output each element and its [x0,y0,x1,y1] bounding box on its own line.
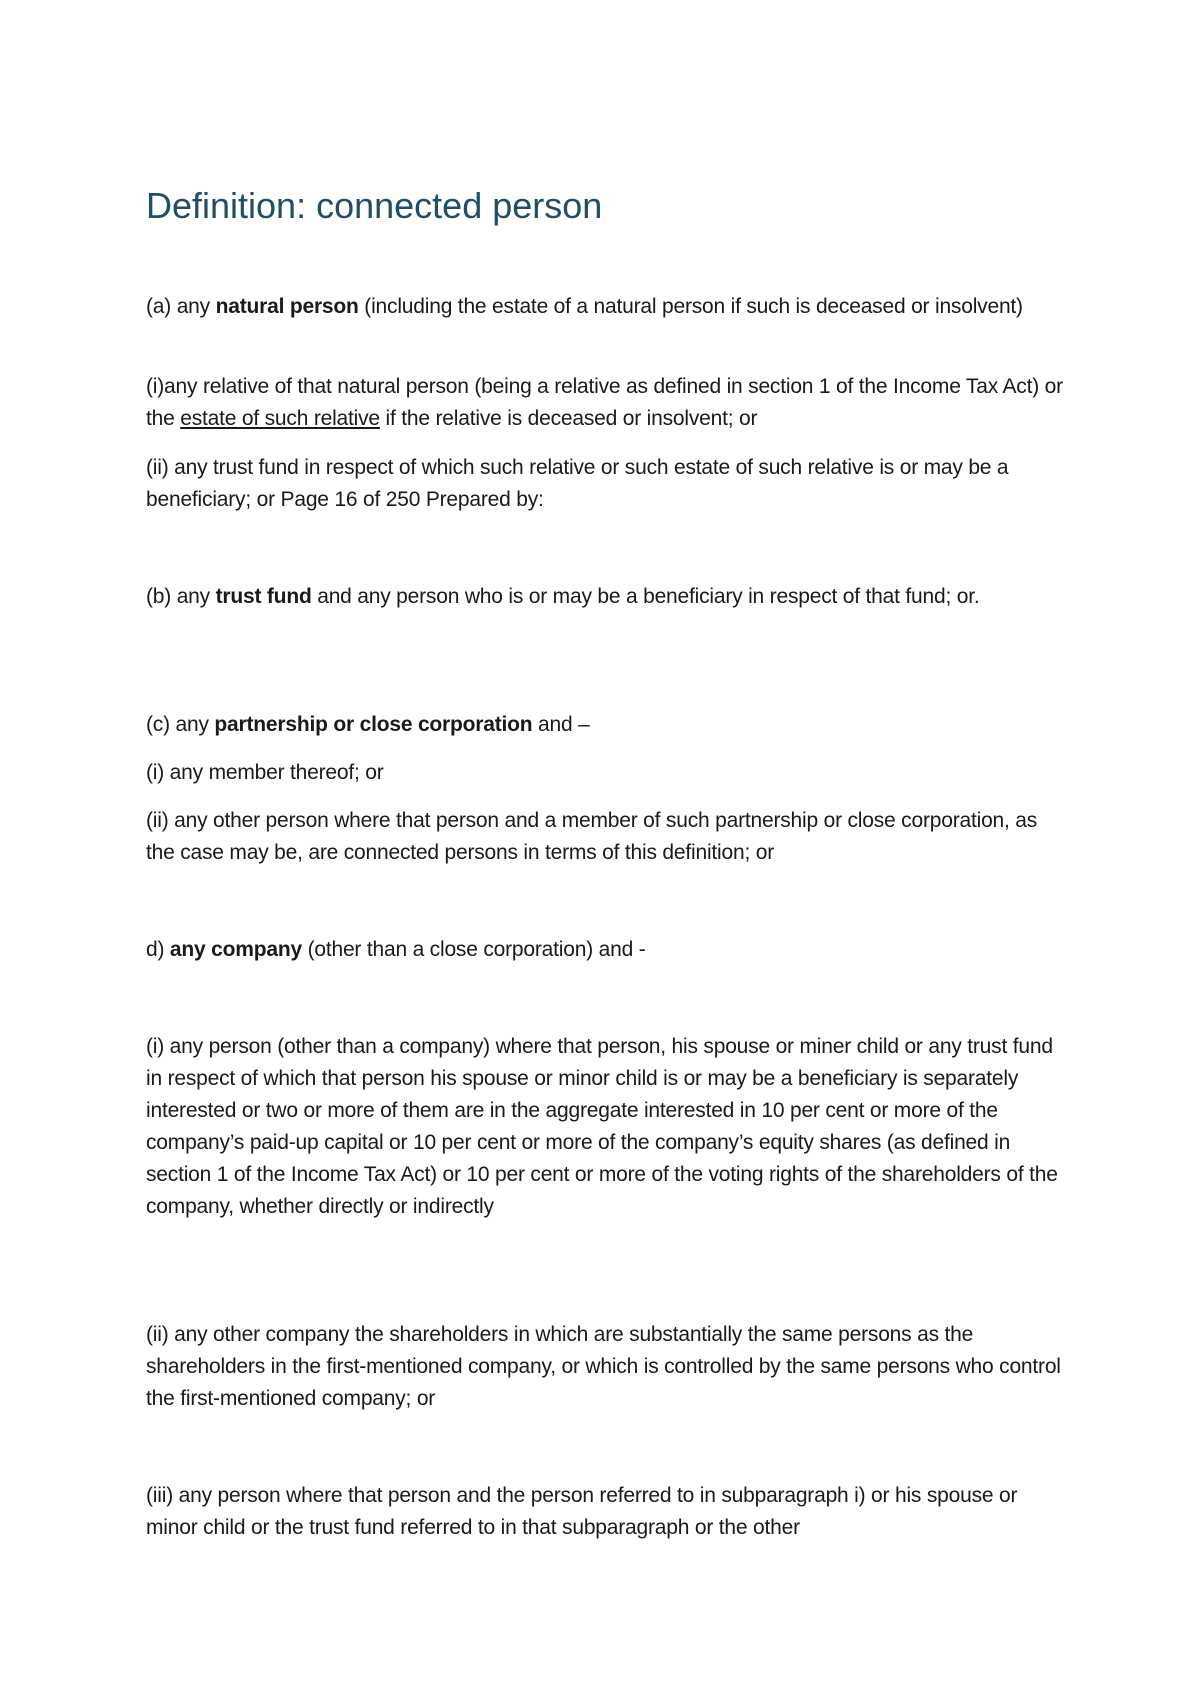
paragraph-a-i [146,371,1066,435]
paragraph-a-i-suffix: if the relative is deceased or insolvent; or [379,407,758,430]
paragraph-c-i: (i) any member thereof; or [146,761,384,784]
page-title: Definition: connected person [146,185,603,226]
paragraph-d [146,934,1066,966]
paragraph-a-suffix: (including the estate of a natural person if such is deceased or insolvent) [358,295,1023,318]
paragraph-c-term: partnership or close corporation [214,713,533,736]
paragraph-c-prefix: (c) any [146,713,215,736]
paragraph-d-prefix: d) [146,938,170,961]
paragraph-a-ii: (ii) any trust fund in respect of which such relative or such estate of such relative is or may be a beneficiary; or Page 16 of 250 Prepared by: [146,456,1009,511]
paragraph-c [146,709,1066,741]
paragraph-a-term: natural person [215,295,359,318]
paragraph-a-i-underlined: estate of such relative [180,407,380,430]
paragraph-d-ii: (ii) any other company the shareholders in which are substantially the same persons as the shareholders in the first-mentioned company, or which is controlled by the same persons who control the first-mentioned company; or [146,1323,1061,1410]
paragraph-c-suffix: and – [532,713,590,736]
paragraph-b-suffix: and any person who is or may be a beneficiary in respect of that fund; or. [311,585,980,608]
paragraph-b-term: trust fund [215,585,312,608]
paragraph-d-suffix: (other than a close corporation) and - [301,938,646,961]
paragraph-d-i: (i) any person (other than a company) where that person, his spouse or miner child or any trust fund in respect of which that person his spouse or minor child is or may be a beneficiary is separately interested or two or more of them are in the aggregate interested in 10 per cent or more of the company’s paid-up capital or 10 per cent or more of the company’s equity shares (as defined in section 1 of the Income Tax Act) or 10 per cent or more of the voting rights of the shareholders of the company, whether directly or indirectly [146,1035,1058,1218]
paragraph-b [146,581,1066,613]
paragraph-a-prefix: (a) any [146,295,216,318]
paragraph-d-iii: (iii) any person where that person and the person referred to in subparagraph i) or his spouse or minor child or the trust fund referred to in that subparagraph or the other [146,1484,1018,1539]
paragraph-c-ii: (ii) any other person where that person and a member of such partnership or close corporation, as the case may be, are connected persons in terms of this definition; or [146,809,1038,864]
paragraph-a [146,291,1066,323]
paragraph-b-prefix: (b) any [146,585,216,608]
paragraph-d-term: any company [169,938,302,961]
paragraph-a-i-prefix: (i)any relative of that natural person (being a relative as defined in section 1 of the Income Tax Act) or the [146,375,1063,430]
